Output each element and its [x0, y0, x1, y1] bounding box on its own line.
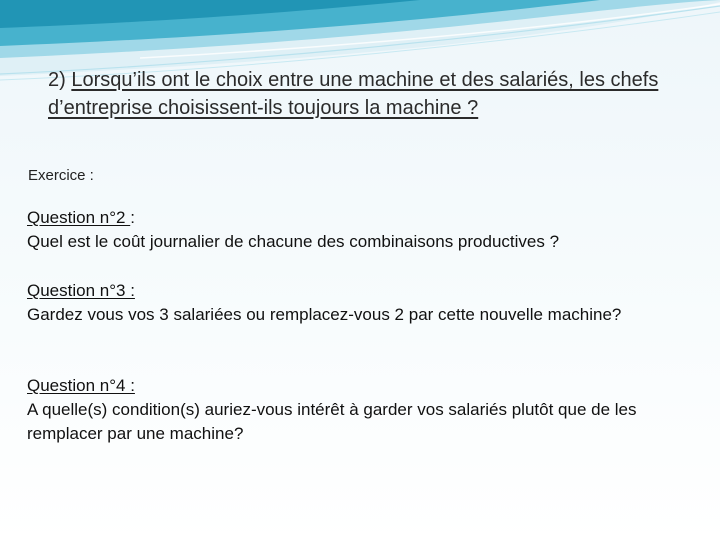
question-3-heading-text: Question n°3 :	[27, 281, 135, 300]
title-text: Lorsqu’ils ont le choix entre une machine et des salariés, les chefs d’entreprise choisissent-ils toujours la machine ?	[48, 69, 659, 119]
question-4-heading	[27, 374, 711, 398]
exercise-label: Exercice :	[28, 167, 94, 184]
question-2-heading	[27, 206, 711, 230]
question-2-body: Quel est le coût journalier de chacune des combinaisons productives ?	[27, 232, 560, 251]
question-4	[27, 374, 711, 446]
title-prefix: 2)	[48, 69, 72, 91]
question-2-heading-colon: :	[130, 208, 135, 227]
question-4-heading-text: Question n°4 :	[27, 376, 135, 395]
question-2-heading-text: Question n°2	[27, 208, 131, 227]
question-2	[27, 206, 711, 254]
slide-title	[48, 66, 696, 122]
question-3	[27, 279, 711, 327]
question-3-body: Gardez vous vos 3 salariées ou remplacez-vous 2 par cette nouvelle machine?	[27, 305, 622, 324]
question-3-heading	[27, 279, 711, 303]
question-4-body: A quelle(s) condition(s) auriez-vous intérêt à garder vos salariés plutôt que de les remplacer par une machine?	[27, 400, 637, 443]
